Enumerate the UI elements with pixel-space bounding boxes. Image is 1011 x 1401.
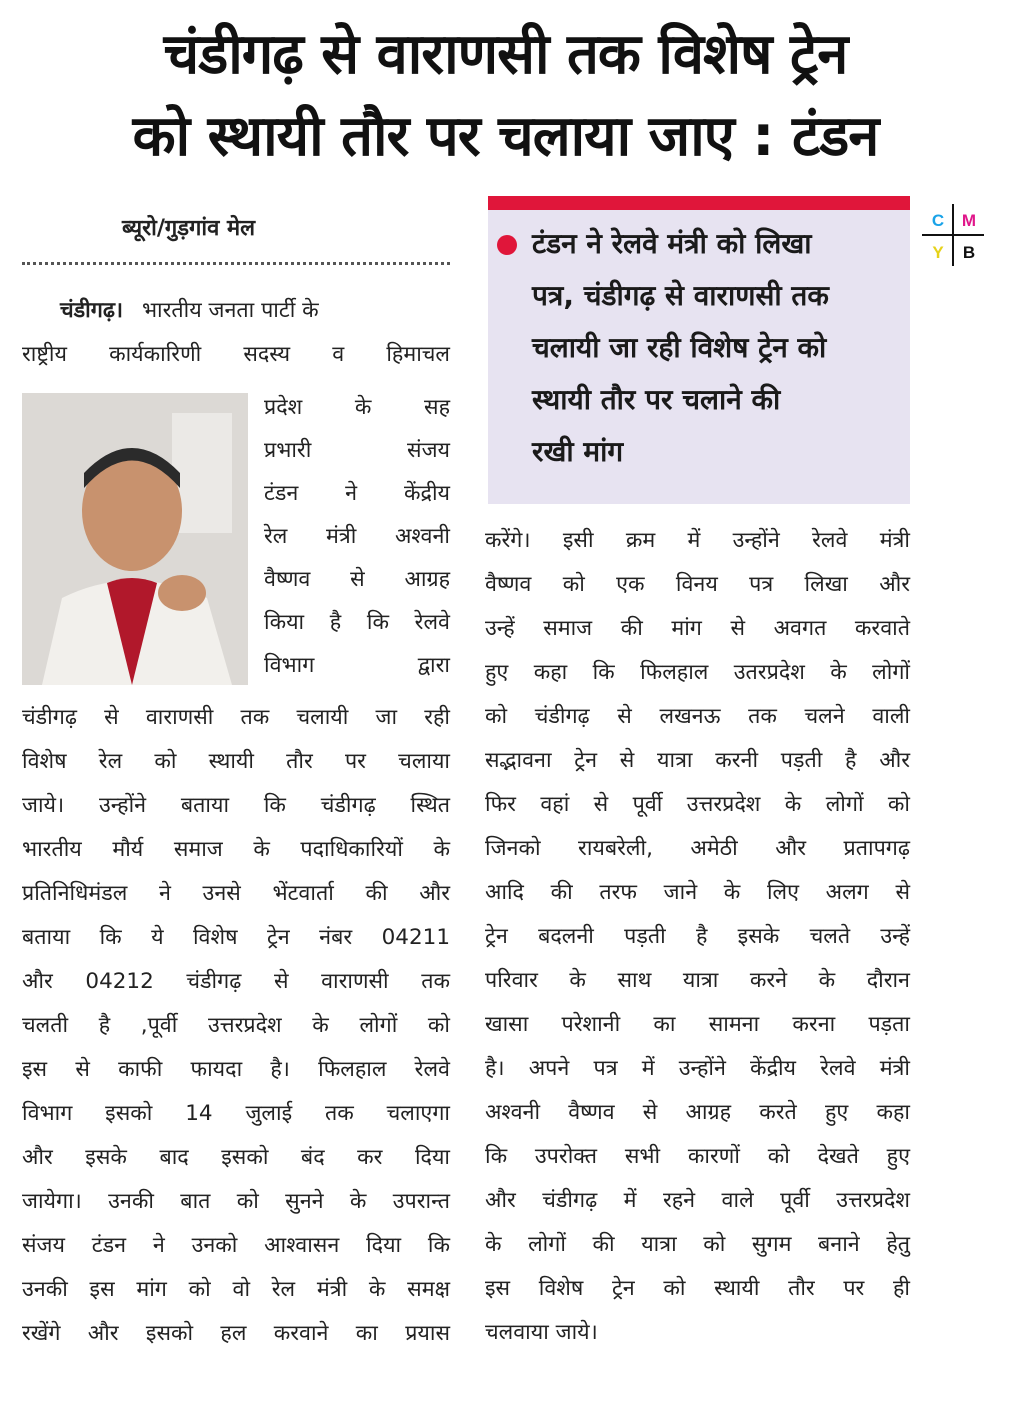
headline-line-2: को स्थायी तौर पर चलाया जाए : टंडन [132, 104, 879, 169]
highlight-line: पत्र, चंडीगढ़ से वाराणसी तक [532, 279, 829, 312]
reporter-photo [22, 393, 248, 685]
article-text-line: वैष्णव को एक विनय पत्र लिखा और [485, 572, 910, 597]
reg-letter-y: Y [932, 243, 944, 262]
reg-letter-b: B [962, 243, 976, 262]
article-text-line: के लोगों की यात्रा को सुगम बनाने हेतु [485, 1232, 910, 1257]
article-text-line: चलती है ,पूर्वी उत्तरप्रदेश के लोगों को [22, 1013, 450, 1038]
article-text-line: उन्हें समाज की मांग से अवगत करवाते [485, 616, 910, 641]
article-text-line: चलवाया जाये। [485, 1320, 598, 1345]
article-text-line: आदि की तरफ जाने के लिए अलग से [485, 880, 910, 905]
article-text-line: रखेंगे और इसको हल करवाने का प्रयास [22, 1321, 450, 1346]
reg-letter-m: M [961, 211, 977, 230]
article-text-line: कि उपरोक्त सभी कारणों को देखते हुए [485, 1144, 910, 1169]
article-text-line: ट्रेन बदलनी पड़ती है इसके चलते उन्हें [485, 924, 910, 949]
highlight-line: चलायी जा रही विशेष ट्रेन को [532, 331, 827, 364]
article-text-line: जायेगा। उनकी बात को सुनने के उपरान्त [22, 1189, 450, 1214]
article-text-line: परिवार के साथ यात्रा करने के दौरान [485, 968, 910, 993]
article-text-line: इस विशेष ट्रेन को स्थायी तौर पर ही [485, 1276, 910, 1301]
article-text-line: अश्वनी वैष्णव से आग्रह करते हुए कहा [485, 1100, 910, 1125]
highlight-box [488, 210, 910, 504]
article-text-line: जाये। उन्होंने बताया कि चंडीगढ़ स्थित [22, 793, 450, 818]
registration-mark-icon [920, 202, 986, 268]
article-text-line: विभाग द्वारा [264, 653, 450, 678]
article-text-line: भारतीय जनता पार्टी के [141, 298, 319, 323]
article-text-line: खासा परेशानी का सामना करना पड़ता [485, 1012, 910, 1037]
article-text-line: विशेष रेल को स्थायी तौर पर चलाया [22, 749, 450, 774]
byline-divider [22, 262, 450, 265]
article-text-line: और चंडीगढ़ में रहने वाले पूर्वी उत्तरप्रदेश [485, 1188, 910, 1213]
article-text-line: फिर वहां से पूर्वी उत्तरप्रदेश के लोगों को [485, 792, 910, 817]
highlight-accent-bar [488, 196, 910, 210]
article-text-line: और इसके बाद इसको बंद कर दिया [22, 1145, 450, 1170]
article-text-line: बताया कि ये विशेष ट्रेन नंबर 04211 [22, 925, 450, 950]
dateline: चंडीगढ़। [60, 298, 124, 323]
article-text-line: इस से काफी फायदा है। फिलहाल रेलवे [22, 1057, 450, 1082]
article-text-line: सद्भावना ट्रेन से यात्रा करनी पड़ती है और [485, 748, 910, 773]
reg-letter-c: C [931, 211, 945, 230]
article-text-line: उनकी इस मांग को वो रेल मंत्री के समक्ष [22, 1277, 450, 1302]
article-text-line: किया है कि रेलवे [264, 610, 450, 635]
article-text-line: संजय टंडन ने उनको आश्वासन दिया कि [22, 1233, 450, 1258]
article-text-line: करेंगे। इसी क्रम में उन्होंने रेलवे मंत्री [485, 528, 910, 553]
article-text-line: को चंडीगढ़ से लखनऊ तक चलने वाली [485, 704, 910, 729]
article-text-line: और 04212 चंडीगढ़ से वाराणसी तक [22, 969, 450, 994]
article-text-line: भारतीय मौर्य समाज के पदाधिकारियों के [22, 837, 450, 862]
article-text-line: विभाग इसको 14 जुलाई तक चलाएगा [22, 1101, 450, 1126]
article-text-line: जिनको रायबरेली, अमेठी और प्रतापगढ़ [485, 836, 910, 861]
article-text-line: राष्ट्रीय कार्यकारिणी सदस्य व हिमाचल [22, 342, 450, 367]
highlight-line: रखी मांग [532, 435, 624, 468]
highlight-line: स्थायी तौर पर चलाने की [532, 383, 781, 416]
article-text-line: प्रतिनिधिमंडल ने उनसे भेंटवार्ता की और [22, 881, 450, 906]
bullet-icon [496, 234, 518, 256]
person-portrait-icon [22, 393, 248, 685]
article-text-line: वैष्णव से आग्रह [264, 567, 450, 592]
article-text-line: रेल मंत्री अश्वनी [264, 524, 450, 549]
article-text-line: टंडन ने केंद्रीय [264, 481, 450, 506]
article-text-line: प्रभारी संजय [264, 438, 450, 463]
highlight-line: टंडन ने रेलवे मंत्री को लिखा [532, 227, 812, 260]
article-text-line: है। अपने पत्र में उन्होंने केंद्रीय रेलवे मंत्री [485, 1056, 910, 1081]
article-text-line: हुए कहा कि फिलहाल उतरप्रदेश के लोगों [485, 660, 910, 685]
article-text-line: प्रदेश के सह [264, 395, 450, 420]
article-text-line: चंडीगढ़ से वाराणसी तक चलायी जा रही [22, 705, 450, 730]
byline: ब्यूरो/गुड़गांव मेल [122, 216, 256, 241]
headline-line-1: चंडीगढ़ से वाराणसी तक विशेष ट्रेन [163, 22, 848, 87]
